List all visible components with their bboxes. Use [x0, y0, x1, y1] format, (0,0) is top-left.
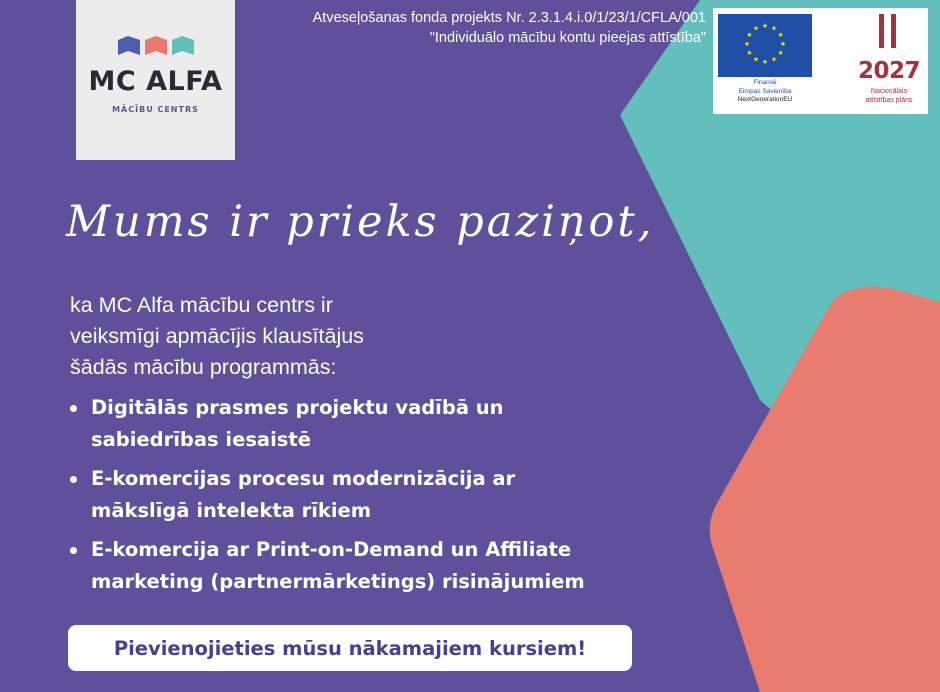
eu-funding-text: Finansē Eiropas Savienība NextGenerationEU — [737, 79, 793, 103]
national-plan-year: 2027 — [857, 58, 920, 84]
svg-text:★: ★ — [752, 24, 760, 33]
books-icon — [118, 36, 194, 56]
project-info — [244, 8, 706, 48]
intro-line: veiksmīgi apmācījis klausītājus — [70, 324, 364, 348]
project-number: Atveseļošanas fonda projekts Nr. 2.3.1.4.i.0/1/23/1/CFLA/001 — [312, 10, 706, 26]
svg-text:★: ★ — [761, 58, 769, 66]
svg-text:★: ★ — [761, 22, 769, 30]
svg-text:★: ★ — [746, 31, 753, 39]
national-plan-mark-icon — [853, 12, 923, 62]
intro-line: ka MC Alfa mācību centrs ir — [70, 293, 333, 317]
program-item: E-komercija ar Print-on-Demand un Affiliate marketing (partnermārketings) risinājumiem — [70, 534, 630, 598]
program-list — [70, 392, 630, 605]
bullet-icon — [70, 476, 77, 483]
program-item: E-komercijas procesu modernizācija ar mākslīgā intelekta rīkiem — [70, 463, 630, 527]
program-item: Digitālās prasmes projektu vadībā un sabiedrības iesaistē — [70, 392, 630, 456]
svg-text:★: ★ — [770, 24, 778, 33]
svg-text:★: ★ — [777, 49, 784, 57]
headline: Mums ir prieks paziņot, — [66, 197, 655, 247]
svg-text:★: ★ — [746, 49, 753, 57]
intro-text — [70, 290, 510, 383]
funding-logos — [713, 8, 928, 114]
svg-text:★: ★ — [752, 55, 760, 64]
join-courses-button[interactable]: Pievienojieties mūsu nākamajiem kursiem! — [68, 625, 632, 671]
logo-name: MC ALFA — [88, 66, 223, 97]
bullet-icon — [70, 547, 77, 554]
mc-alfa-logo — [76, 0, 235, 160]
project-title: "Individuālo mācību kontu pieejas attīstība" — [429, 30, 706, 46]
svg-text:★: ★ — [743, 40, 751, 48]
national-plan-text: Nacionālais attīstības plāns — [865, 88, 913, 104]
logo-subtitle: MĀCĪBU CENTRS — [112, 105, 199, 114]
svg-text:★: ★ — [779, 40, 787, 48]
intro-line: šādās mācību programmās: — [70, 355, 337, 379]
eu-flag-icon — [718, 14, 812, 77]
bullet-icon — [70, 405, 77, 412]
svg-text:★: ★ — [770, 55, 778, 64]
svg-text:★: ★ — [777, 31, 784, 39]
